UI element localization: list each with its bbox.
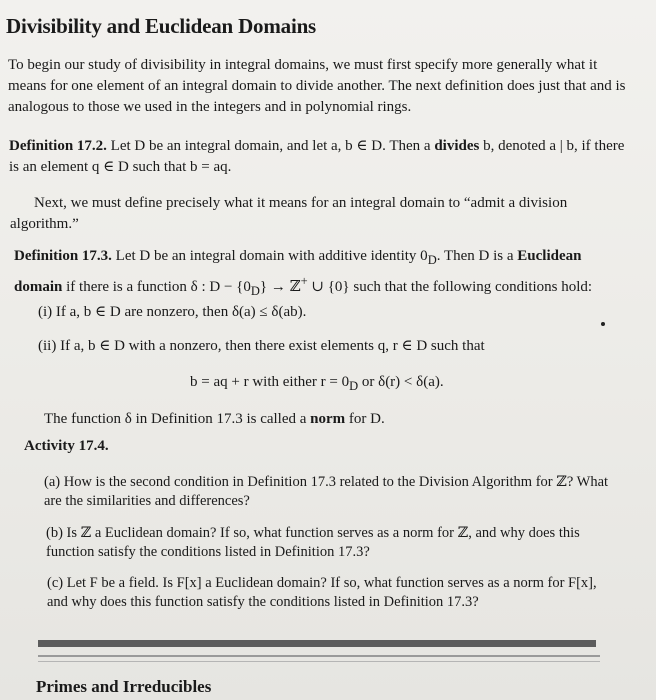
defined-term: norm — [310, 411, 346, 427]
display-equation — [190, 372, 610, 397]
condition-i: (i) If a, b ∈ D are nonzero, then δ(a) ≤ δ(ab). — [38, 304, 307, 320]
section-divider-rule — [38, 661, 600, 662]
definition-text: Let D be an integral domain with additive identity 0 — [111, 248, 428, 264]
norm-text: The function δ in Definition 17.3 is called a — [44, 411, 311, 427]
section-divider — [38, 640, 596, 647]
defined-term: Euclidean domain — [14, 248, 582, 295]
page-title: Divisibility and Euclidean Domains — [6, 14, 317, 38]
subscript: D — [250, 284, 260, 298]
definition-text: } → ℤ — [259, 279, 301, 295]
equation-text: or δ(r) < δ(a). — [358, 374, 444, 390]
subscript: D — [349, 379, 359, 393]
equation-text: b = aq + r with either r = 0 — [190, 374, 350, 390]
section-heading: Primes and Irreducibles — [36, 677, 212, 696]
norm-text: for D. — [345, 411, 385, 427]
condition-ii: (ii) If a, b ∈ D with a nonzero, then there exist elements q, r ∈ D such that — [38, 338, 485, 354]
definition-text: . Then D is a — [436, 248, 518, 264]
definition-text: b, denoted a | b, if there is an element q ∈ D such that b = aq. — [9, 138, 625, 175]
section-divider-rule — [38, 655, 600, 657]
definition-17-2 — [9, 136, 637, 178]
definition-17-3 — [14, 246, 630, 302]
definition-label: Definition 17.2. — [9, 138, 107, 154]
subscript: D — [427, 253, 437, 267]
definition-label: Definition 17.3. — [14, 248, 112, 264]
question-a: (a) How is the second condition in Definition 17.3 related to the Division Algorithm for ℤ? What are the similarities and differences? — [44, 474, 609, 509]
definition-text: ∪ {0} such that the following conditions hold: — [307, 279, 593, 295]
question-b: (b) Is ℤ a Euclidean domain? If so, what function serves as a norm for ℤ, and why does this function satisfy the conditions listed in Definition 17.3? — [46, 525, 580, 560]
superscript: + — [300, 274, 308, 288]
defined-term: divides — [434, 138, 480, 154]
activity-label: Activity 17.4. — [24, 438, 109, 454]
division-algorithm-paragraph: Next, we must define precisely what it means for an integral domain to “admit a division algorithm.” — [10, 195, 568, 232]
definition-text: Let D be an integral domain, and let a, b ∈ D. Then a — [106, 138, 435, 154]
stray-mark — [601, 322, 605, 326]
intro-paragraph: To begin our study of divisibility in integral domains, we must first specify more generally what it means for one element of an integral domain to divide another. The next definition does just that and is analogous to those we used in the integers and in polynomial rings. — [8, 57, 626, 115]
definition-text: if there is a function δ : D − {0 — [62, 279, 251, 295]
norm-definition — [44, 409, 624, 430]
question-c: (c) Let F be a field. Is F[x] a Euclidean domain? If so, what function serves as a norm for F[x], and why does this function satisfy the conditions listed in Definition 17.3? — [47, 575, 597, 610]
